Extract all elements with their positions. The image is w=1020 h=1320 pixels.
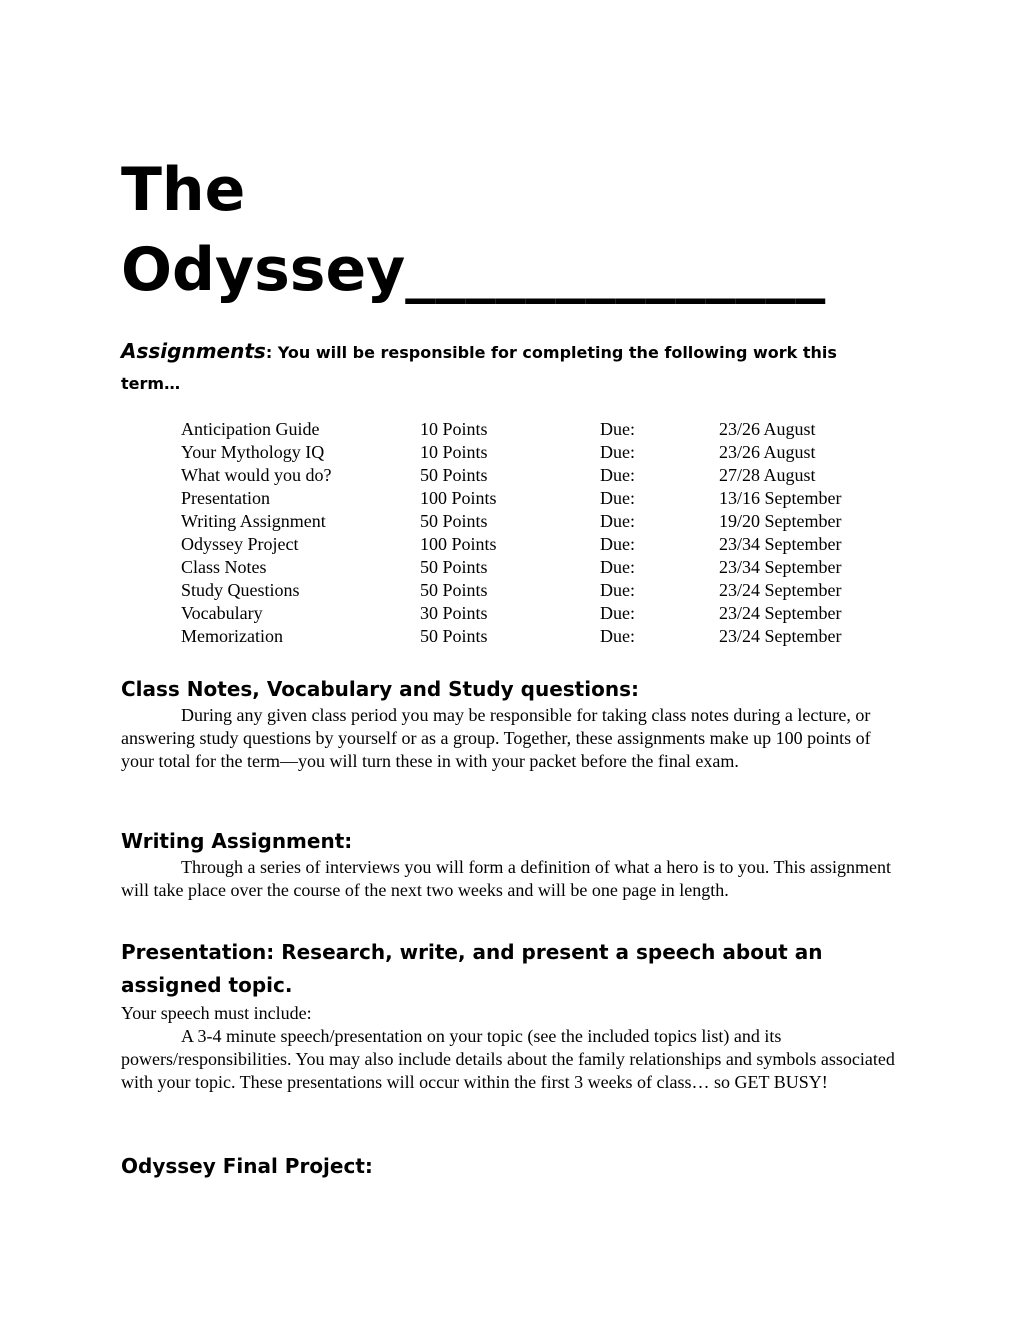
assignment-due-date: 23/34 September [719, 557, 842, 577]
assignment-due-label: Due: [600, 419, 635, 439]
writing-body: Through a series of interviews you will form a definition of what a hero is to you. This assignment will take place over the course of the next two weeks and will be one page in length. [121, 857, 892, 900]
assignment-points: 10 Points [420, 442, 488, 462]
title-line-1: The [121, 155, 246, 225]
assignment-points: 50 Points [420, 557, 488, 577]
table-row [181, 487, 869, 510]
assignment-due-date: 27/28 August [719, 465, 816, 485]
assignment-due-date: 23/24 September [719, 626, 842, 646]
assignment-points: 30 Points [420, 603, 488, 623]
table-row [181, 533, 869, 556]
table-row [181, 464, 869, 487]
assignment-points: 50 Points [420, 580, 488, 600]
table-row [181, 510, 869, 533]
assignments-intro-text: You will be responsible for completing the following work this term… [121, 343, 837, 393]
assignment-name: Odyssey Project [181, 534, 299, 554]
assignment-name: Your Mythology IQ [181, 442, 325, 462]
assignment-name: Vocabulary [181, 603, 263, 623]
final-project-section [121, 1151, 901, 1181]
assignments-label: Assignments [121, 339, 266, 363]
table-row [181, 579, 869, 602]
table-row [181, 441, 869, 464]
assignments-colon: : [265, 343, 273, 362]
assignment-due-label: Due: [600, 603, 635, 623]
document-title [121, 150, 825, 310]
presentation-heading: Presentation: Research, write, and present a speech about an assigned topic. [121, 940, 823, 997]
assignment-points: 50 Points [420, 511, 488, 531]
assignment-due-label: Due: [600, 626, 635, 646]
writing-heading: Writing Assignment: [121, 829, 353, 853]
assignment-name: Memorization [181, 626, 283, 646]
assignment-name: Presentation [181, 488, 270, 508]
assignment-points: 10 Points [420, 419, 488, 439]
assignment-due-label: Due: [600, 488, 635, 508]
presentation-body: A 3-4 minute speech/presentation on your topic (see the included topics list) and its powers/responsibilities. You may also include details about the family relationships and symbols associated with your topic. These presentations will occur within the first 3 weeks of class… so GET BUSY! [121, 1026, 895, 1092]
table-row [181, 625, 869, 648]
assignment-due-label: Due: [600, 442, 635, 462]
class-notes-section [121, 674, 901, 773]
assignment-due-date: 23/26 August [719, 419, 816, 439]
assignment-due-date: 23/24 September [719, 603, 842, 623]
assignment-due-label: Due: [600, 465, 635, 485]
assignment-due-label: Due: [600, 511, 635, 531]
assignment-points: 50 Points [420, 465, 488, 485]
writing-section [121, 826, 901, 902]
assignment-due-label: Due: [600, 580, 635, 600]
assignment-name: Class Notes [181, 557, 267, 577]
assignment-due-date: 23/34 September [719, 534, 842, 554]
table-row [181, 602, 869, 625]
assignment-due-date: 23/24 September [719, 580, 842, 600]
class-notes-heading: Class Notes, Vocabulary and Study questions: [121, 677, 639, 701]
title-line-2: Odyssey______________ [121, 235, 826, 305]
assignment-points: 50 Points [420, 626, 488, 646]
table-row [181, 418, 869, 441]
assignment-due-date: 13/16 September [719, 488, 842, 508]
assignment-points: 100 Points [420, 488, 497, 508]
assignments-intro [121, 336, 896, 399]
assignment-due-label: Due: [600, 534, 635, 554]
class-notes-body: During any given class period you may be responsible for taking class notes during a lecture, or answering study questions by yourself or as a group. Together, these assignments make up 100 points of your total for the term—you will turn these in with your packet before the final exam. [121, 705, 871, 771]
assignment-due-date: 19/20 September [719, 511, 842, 531]
assignment-name: Study Questions [181, 580, 300, 600]
assignment-points: 100 Points [420, 534, 497, 554]
presentation-section [121, 936, 895, 1094]
assignment-name: Anticipation Guide [181, 419, 320, 439]
assignments-table [181, 418, 869, 648]
assignment-due-date: 23/26 August [719, 442, 816, 462]
assignment-name: What would you do? [181, 465, 332, 485]
assignment-name: Writing Assignment [181, 511, 326, 531]
presentation-intro: Your speech must include: [121, 1003, 312, 1023]
assignment-due-label: Due: [600, 557, 635, 577]
final-project-heading: Odyssey Final Project: [121, 1154, 373, 1178]
table-row [181, 556, 869, 579]
